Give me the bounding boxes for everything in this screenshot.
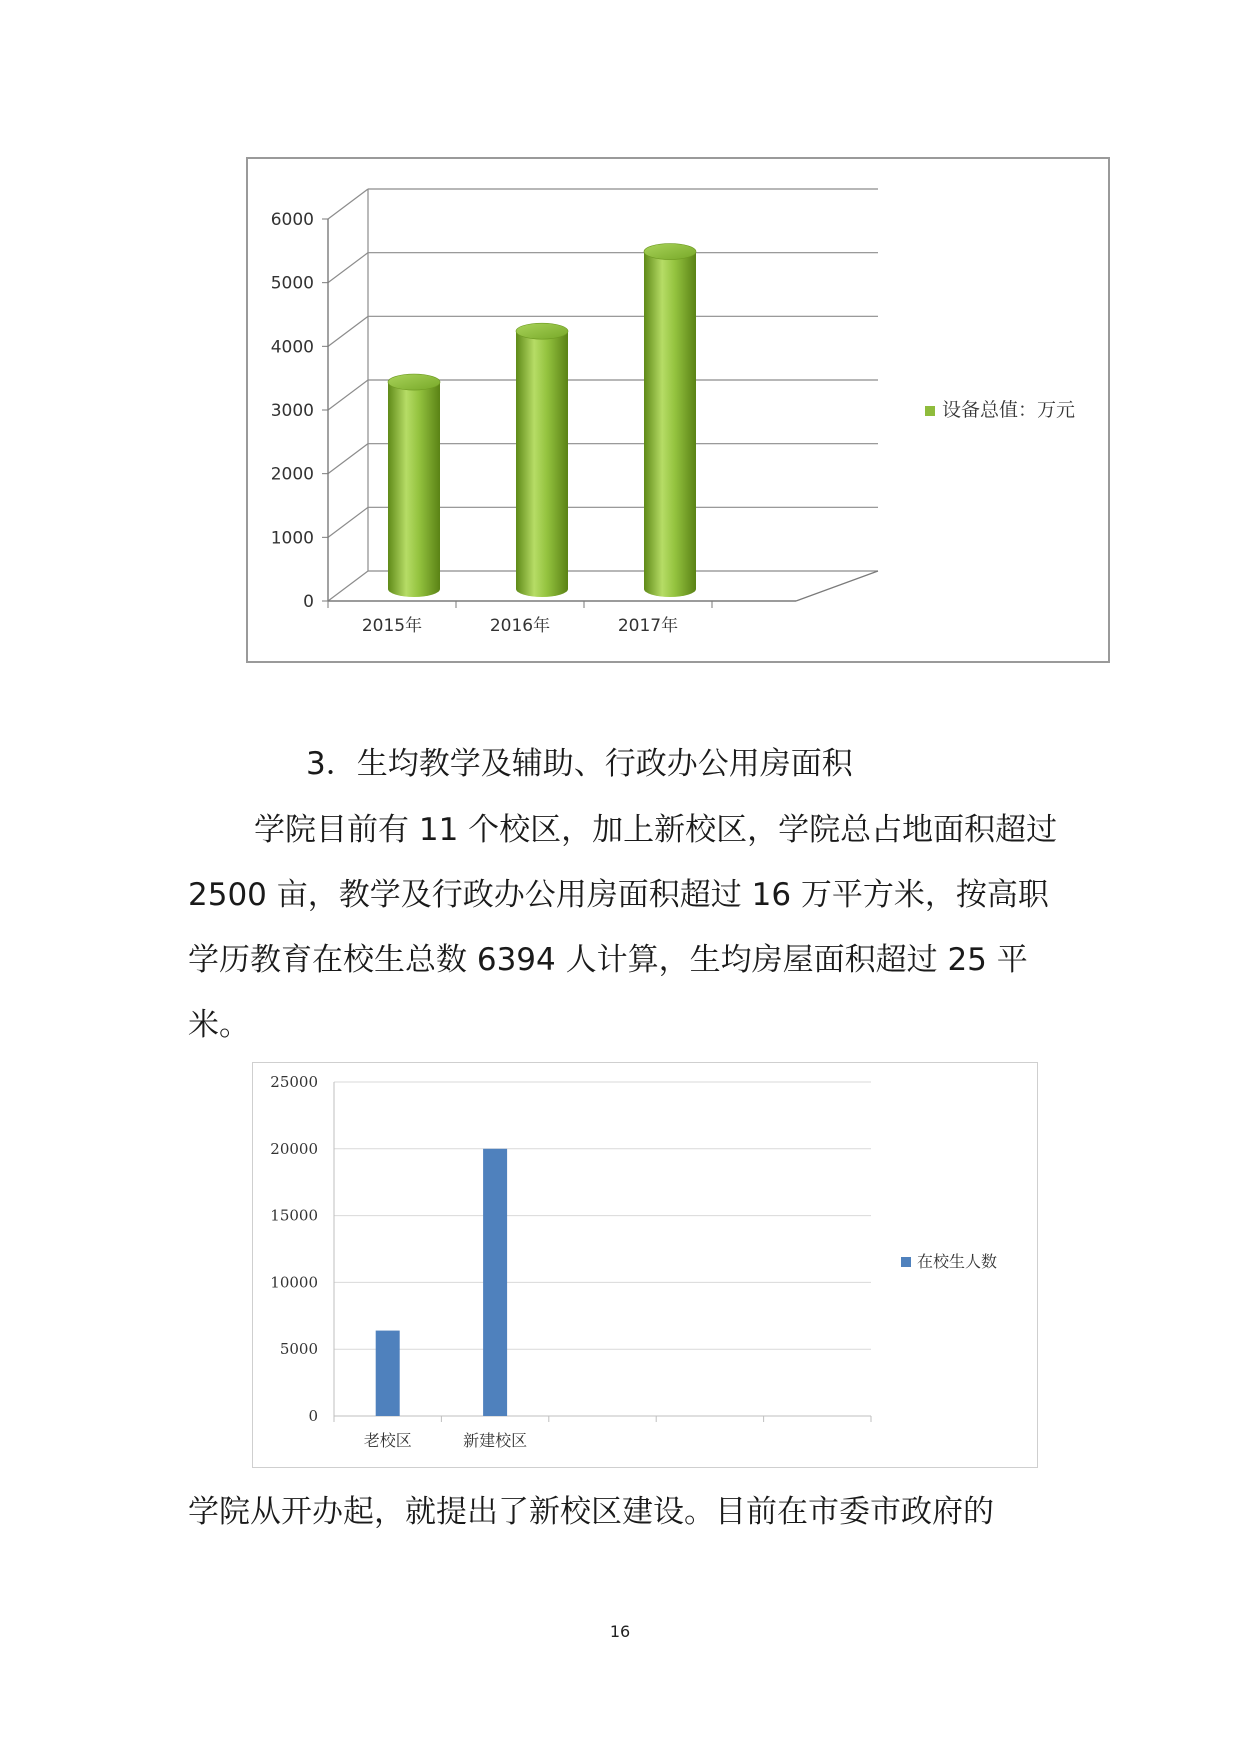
new-campus-paragraph: 学院从开办起，就提出了新校区建设。目前在市委市政府的 bbox=[188, 1494, 994, 1530]
y-tick-label: 20000 bbox=[270, 1139, 318, 1158]
y-tick-label: 0 bbox=[303, 592, 314, 612]
y-tick-label: 6000 bbox=[270, 210, 314, 230]
y-tick-label: 1000 bbox=[270, 528, 314, 549]
y-tick-label: 0 bbox=[308, 1407, 318, 1425]
bar-body bbox=[644, 252, 696, 597]
gridline-diagonal bbox=[328, 571, 368, 601]
equipment-value-chart-svg bbox=[248, 159, 1108, 661]
gridline-diagonal bbox=[328, 316, 368, 346]
y-tick-label: 5000 bbox=[270, 273, 314, 294]
bar-top bbox=[644, 244, 696, 260]
legend-swatch bbox=[925, 406, 935, 416]
bar-body bbox=[388, 382, 440, 597]
bar bbox=[376, 1331, 400, 1416]
bar-body bbox=[516, 331, 568, 597]
bar-cylinder bbox=[644, 244, 696, 597]
legend-label: 设备总值：万元 bbox=[942, 399, 1076, 421]
y-tick-label: 10000 bbox=[270, 1273, 318, 1292]
y-tick-label: 15000 bbox=[270, 1206, 318, 1225]
y-tick-label: 5000 bbox=[279, 1340, 318, 1359]
section-heading: 3．生均教学及辅助、行政办公用房面积 bbox=[306, 746, 853, 782]
y-tick-label: 3000 bbox=[270, 401, 314, 421]
bar-cylinder bbox=[388, 374, 440, 597]
bar bbox=[483, 1149, 507, 1416]
gridline-diagonal bbox=[328, 380, 368, 410]
bar-cylinder bbox=[516, 323, 568, 597]
y-tick-label: 4000 bbox=[270, 337, 314, 358]
bar-top bbox=[516, 323, 568, 339]
student-count-chart bbox=[252, 1062, 1038, 1468]
student-count-chart-svg bbox=[253, 1063, 1037, 1467]
x-tick-label: 2015年 bbox=[361, 616, 423, 636]
bar-top bbox=[388, 374, 440, 390]
x-tick-label: 新建校区 bbox=[463, 1431, 528, 1450]
legend-label: 在校生人数 bbox=[917, 1252, 998, 1271]
equipment-value-chart bbox=[246, 157, 1110, 663]
x-tick-label: 老校区 bbox=[363, 1431, 412, 1450]
legend-swatch bbox=[901, 1257, 911, 1267]
gridline-diagonal bbox=[328, 507, 368, 537]
gridline-diagonal bbox=[328, 253, 368, 283]
x-tick-label: 2016年 bbox=[489, 616, 551, 636]
campus-area-paragraph: 学院目前有 11 个校区，加上新校区，学院总占地面积超过 2500 亩，教学及行政办公用房面积超过 16 万平方米，按高职学历教育在校生总数 6394 人计算，生均房屋面积超过 25 平米。 bbox=[188, 812, 1058, 1043]
floor-right-edge bbox=[796, 571, 878, 601]
y-tick-label: 2000 bbox=[270, 464, 314, 485]
gridline-diagonal bbox=[328, 444, 368, 474]
y-tick-label: 25000 bbox=[270, 1073, 318, 1091]
x-tick-label: 2017年 bbox=[617, 616, 679, 636]
page-number: 16 bbox=[609, 1622, 631, 1641]
gridline-diagonal bbox=[328, 189, 368, 219]
